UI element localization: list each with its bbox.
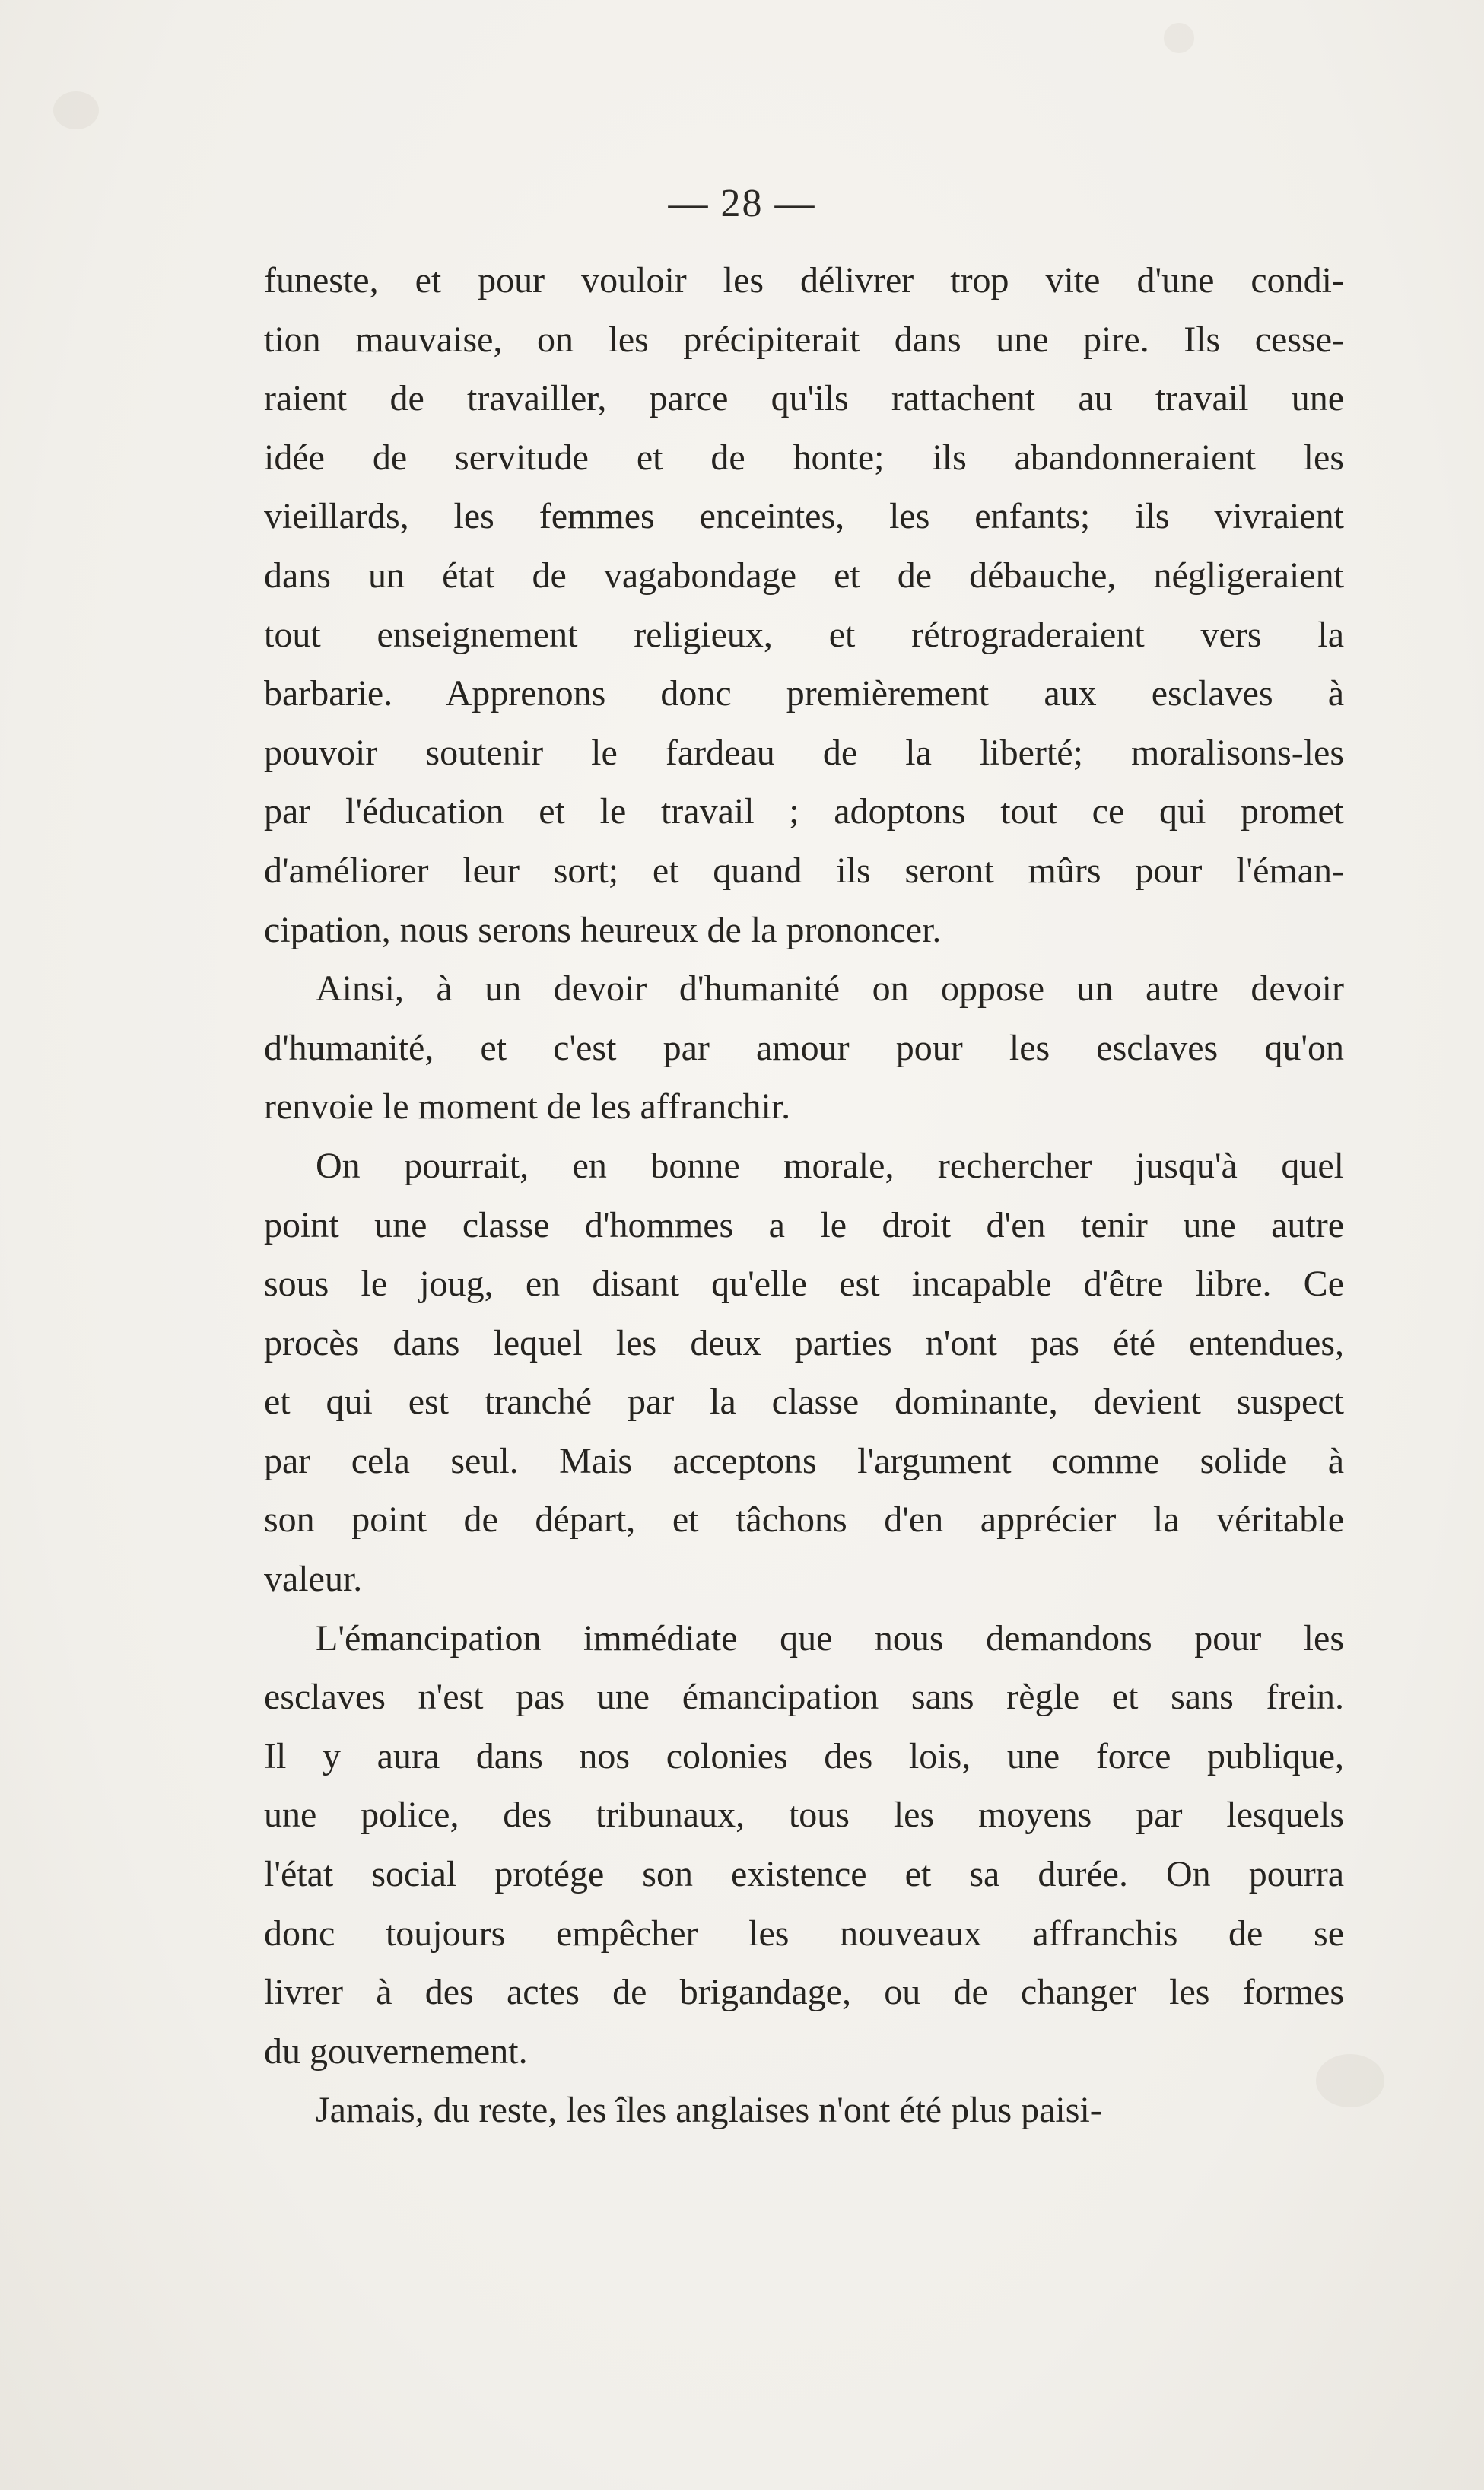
text-line: d'améliorer leur sort; et quand ils seront mûrs pour l'éman- bbox=[264, 850, 1344, 891]
text-line: point une classe d'hommes a le droit d'en tenir une autre bbox=[264, 1204, 1344, 1245]
text-line: Jamais, du reste, les îles anglaises n'ont été plus paisi- bbox=[316, 2090, 1102, 2131]
text-line: par cela seul. Mais acceptons l'argument comme solide à bbox=[264, 1440, 1344, 1481]
text-line: tion mauvaise, on les précipiterait dans une pire. Ils cesse- bbox=[264, 319, 1344, 360]
text-line: sous le joug, en disant qu'elle est incapable d'être libre. Ce bbox=[264, 1264, 1344, 1305]
text-line: et qui est tranché par la classe dominante, devient suspect bbox=[264, 1382, 1344, 1423]
text-line: tout enseignement religieux, et rétrograderaient vers la bbox=[264, 614, 1344, 655]
text-line: raient de travailler, parce qu'ils rattachent au travail une bbox=[264, 378, 1344, 419]
text-line: renvoie le moment de les affranchir. bbox=[264, 1086, 791, 1127]
text-line: Ainsi, à un devoir d'humanité on oppose un autre devoir bbox=[316, 968, 1344, 1010]
text-line: une police, des tribunaux, tous les moyens par lesquels bbox=[264, 1795, 1344, 1836]
paper-stain bbox=[1164, 23, 1194, 53]
text-line: l'état social protége son existence et sa durée. On pourra bbox=[264, 1854, 1344, 1895]
text-line: valeur. bbox=[264, 1559, 363, 1600]
text-line: idée de servitude et de honte; ils abandonneraient les bbox=[264, 437, 1344, 478]
text-line: donc toujours empêcher les nouveaux affranchis de se bbox=[264, 1913, 1344, 1954]
text-line: du gouvernement. bbox=[264, 2030, 528, 2072]
text-line: son point de départ, et tâchons d'en apprécier la véritable bbox=[264, 1499, 1344, 1541]
text-line: L'émancipation immédiate que nous demandons pour les bbox=[316, 1617, 1344, 1658]
text-line: par l'éducation et le travail ; adoptons tout ce qui promet bbox=[264, 791, 1344, 832]
page-number: — 28 — bbox=[668, 182, 816, 225]
text-line: d'humanité, et c'est par amour pour les esclaves qu'on bbox=[264, 1027, 1344, 1068]
text-line: pouvoir soutenir le fardeau de la liberté; moralisons-les bbox=[264, 732, 1344, 773]
text-line: On pourrait, en bonne morale, rechercher jusqu'à quel bbox=[316, 1145, 1344, 1186]
text-line: vieillards, les femmes enceintes, les enfants; ils vivraient bbox=[264, 496, 1344, 537]
text-line: dans un état de vagabondage et de débauche, négligeraient bbox=[264, 555, 1344, 596]
text-line: Il y aura dans nos colonies des lois, une force publique, bbox=[264, 1735, 1344, 1776]
text-line: livrer à des actes de brigandage, ou de changer les formes bbox=[264, 1972, 1344, 2013]
paper-stain bbox=[53, 91, 99, 129]
text-line: procès dans lequel les deux parties n'ont pas été entendues, bbox=[264, 1322, 1344, 1363]
text-line: esclaves n'est pas une émancipation sans règle et sans frein. bbox=[264, 1677, 1344, 1718]
text-line: barbarie. Apprenons donc premièrement aux esclaves à bbox=[264, 673, 1344, 714]
text-line: cipation, nous serons heureux de la prononcer. bbox=[264, 909, 942, 950]
body-text bbox=[264, 251, 1344, 2140]
text-line: funeste, et pour vouloir les délivrer trop vite d'une condi- bbox=[264, 260, 1344, 301]
